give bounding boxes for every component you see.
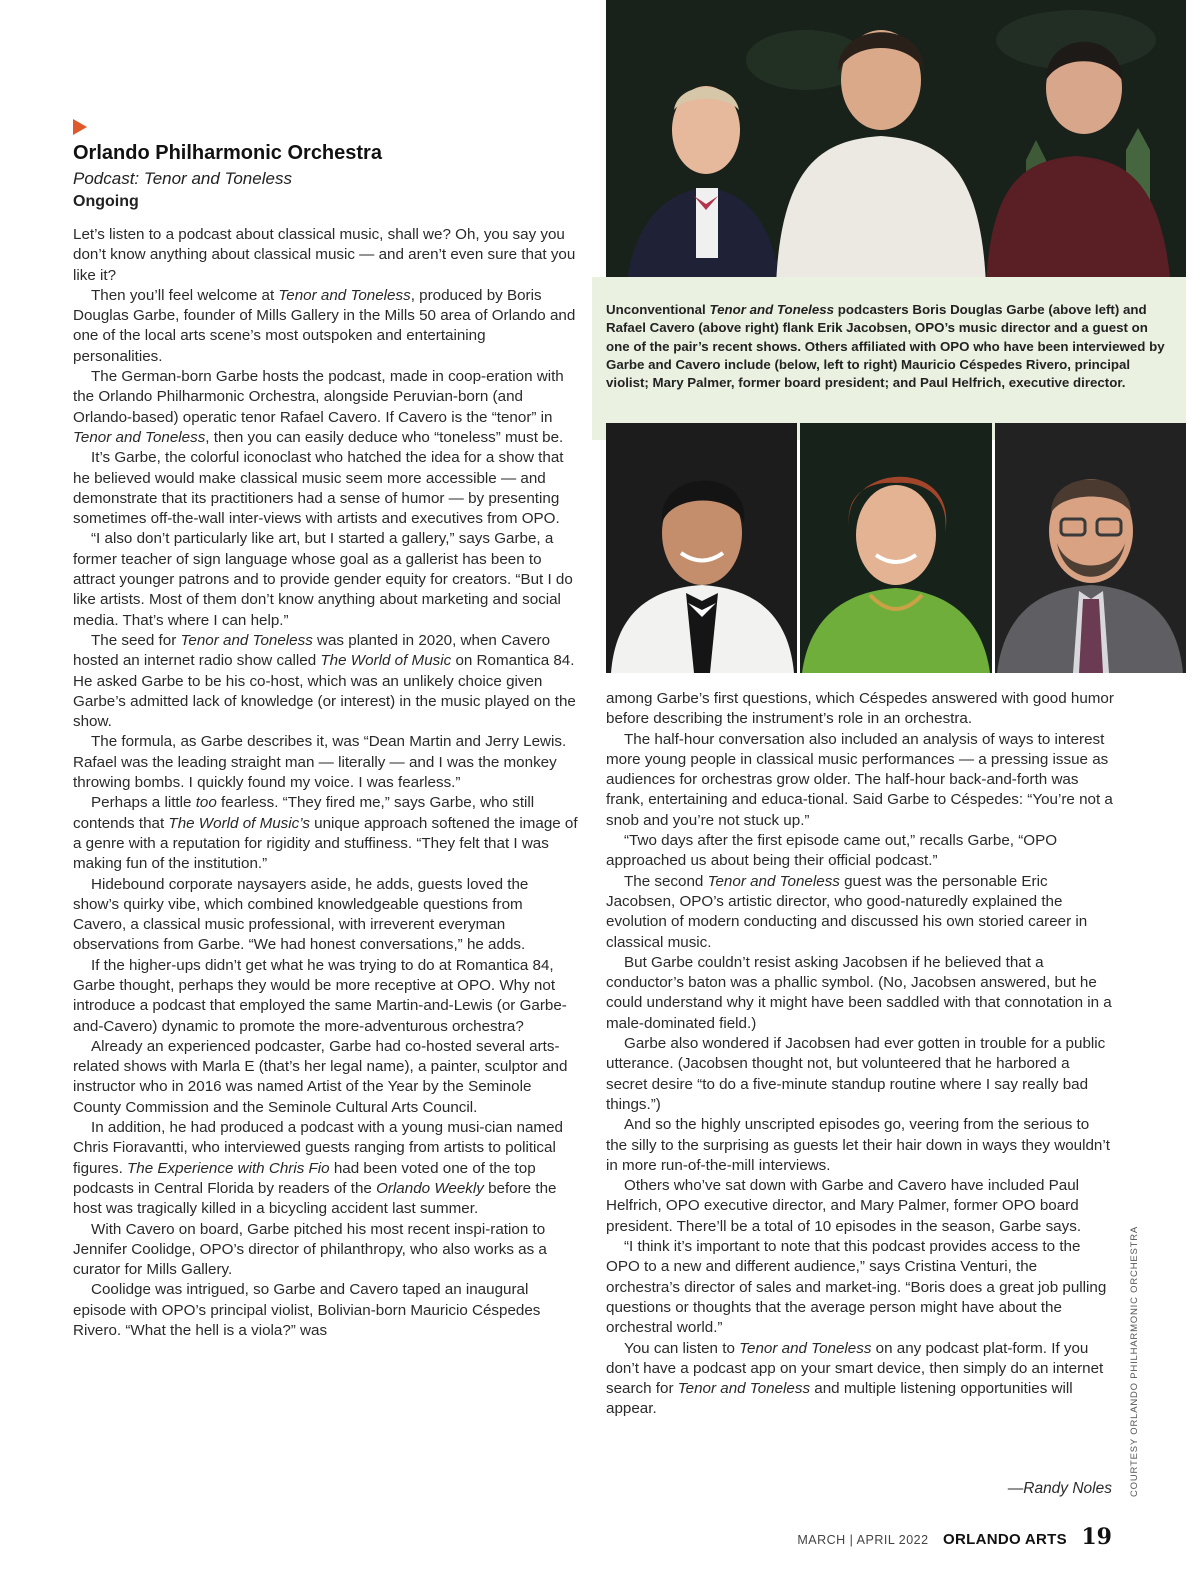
italic-title-text: The World of Music	[320, 652, 452, 670]
footer-issue-date: MARCH | APRIL 2022	[797, 1533, 929, 1547]
article-paragraph	[73, 225, 578, 286]
paragraph-text: before the host was tragically killed in a bicycling accident last summer.	[73, 1179, 557, 1218]
paragraph-text: , produced by Boris Douglas Garbe, founder of Mills Gallery in the Mills 50 area of Orlando and one of the local arts scene’s most outspoken and entertaining personalities.	[73, 286, 576, 365]
article-paragraph	[73, 1118, 578, 1219]
group-photo-illustration	[606, 0, 1186, 286]
paragraph-text: Hidebound corporate naysayers aside, he adds, guests loved the show’s quirky vibe, which combined knowledgeable questions from Cavero, a classical music professional, with irreverent everyman observations from Garbe. “We had honest conversations,” he adds.	[73, 875, 529, 954]
paragraph-text: “I think it’s important to note that this podcast provides access to the OPO to a new and different audience,” says Cristina Venturi, the orchestra’s director of sales and market-ing. “Boris does a great job pulling questions or thoughts that the average person might have about the orchestral world.”	[606, 1238, 1107, 1337]
article-paragraph	[606, 872, 1114, 953]
article-title: Orlando Philharmonic Orchestra	[73, 142, 382, 164]
paragraph-text: on any podcast plat-form. If you don’t have a podcast app on your smart device, then simply do an internet search for	[606, 1339, 1104, 1398]
article-paragraph	[606, 730, 1114, 831]
italic-title-text: Orlando Weekly	[376, 1179, 484, 1197]
article-paragraph	[73, 448, 578, 529]
italic-title-text: The Experience with Chris Fio	[127, 1159, 330, 1177]
paragraph-text: fearless. “They fired me,” says Garbe, who still contends that	[73, 794, 535, 832]
caption-text-italic: Tenor and Toneless	[709, 302, 835, 317]
paragraph-text: It’s Garbe, the colorful iconoclast who hatched the idea for a show that he believed would make classical music seem more accessible — and demonstrate that its practitioners had a sense of humor — by presenting sometimes off-the-wall inter-views with artists and executives from OPO.	[73, 449, 564, 528]
article-schedule: Ongoing	[73, 193, 139, 210]
article-paragraph	[606, 1339, 1114, 1420]
article-paragraph	[73, 732, 578, 793]
paragraph-text: Perhaps a little	[91, 794, 196, 812]
paragraph-text: With Cavero on board, Garbe pitched his most recent inspi-ration to Jennifer Coolidge, OPO’s director of philanthropy, who also works as a curator for Mills Gallery.	[73, 1220, 547, 1279]
paragraph-text: “I also don’t particularly like art, but I started a gallery,” says Garbe, a former teacher of sign language whose goal as a gallerist has been to attract younger patrons and to provide gender equity for creators. “But I do like artists. Most of them don’t know anything about marketing and social media. That’s where I can help.”	[73, 530, 573, 629]
paragraph-text: The half-hour conversation also included an analysis of ways to interest more young people in classical music performances — a pressing issue as audiences for orchestras grow older. The half-hour back-and-forth was frank, entertaining and educa-tional. Said Garbe to Céspedes: “You’re not a snob and you’re not stuck up.”	[606, 730, 1113, 829]
footer-page-number: 19	[1081, 1524, 1112, 1550]
portrait-2-illustration	[800, 423, 992, 673]
paragraph-text: unique approach softened the image of a genre with a reputation for rigidity and stuffiness. “They felt that I was making fun of the institution.”	[73, 814, 578, 873]
italic-title-text: Tenor and Toneless	[707, 872, 840, 890]
paragraph-text: Garbe also wondered if Jacobsen had ever gotten in trouble for a public utterance. (Jacobsen thought not, but volunteered that he harbored a secret desire “to do a five-minute standup routine where I say really bad things.”)	[606, 1035, 1106, 1113]
article-paragraph	[606, 1115, 1114, 1176]
paragraph-text: among Garbe’s first questions, which Céspedes answered with good humor before describing the instrument’s role in an orchestra.	[606, 690, 1114, 728]
paragraph-text: Coolidge was intrigued, so Garbe and Cavero taped an inaugural episode with OPO’s principal violist, Bolivian-born Mauricio Céspedes Rivero. “What the hell is a viola?” was	[73, 1281, 541, 1340]
italic-title-text: The World of Music’s	[168, 814, 310, 832]
paragraph-text: You can listen to	[624, 1339, 740, 1357]
paragraph-text: , then you can easily deduce who “toneless” must be.	[205, 428, 564, 446]
article-paragraph	[73, 1037, 578, 1118]
portrait-paul-helfrich	[995, 423, 1186, 673]
paragraph-text: In addition, he had produced a podcast with a young musi-cian named Chris Fioravantti, who interviewed guests ranging from artists to political figures.	[73, 1119, 563, 1177]
article-paragraph	[606, 953, 1114, 1034]
article-paragraph	[73, 1220, 578, 1281]
article-paragraph	[73, 956, 578, 1037]
footer-magazine-name: ORLANDO ARTS	[943, 1531, 1067, 1548]
article-subtitle: Podcast: Tenor and Toneless	[73, 169, 292, 188]
article-paragraph	[73, 286, 578, 367]
paragraph-text: And so the highly unscripted episodes go, veering from the serious to the silly to the surprising as guests let their hair down in ways they wouldn’t in more run-of-the-mill interviews.	[606, 1116, 1110, 1174]
section-marker-icon	[73, 119, 87, 135]
caption-text-2: podcasters Boris Douglas Garbe (above left) and Rafael Cavero (above right) flank Erik Jacobsen, OPO’s music director and a guest on one of the pair’s recent shows. Others affiliated with OPO who have been interviewed by Garbe and Cavero include (below, left to right) Mauricio Céspedes Rivero, principal violist; Mary Palmer, former board president; and Paul Helfrich, executive director.	[606, 302, 1165, 391]
article-paragraph	[73, 367, 578, 448]
paragraph-text: If the higher-ups didn’t get what he was trying to do at Romantica 84, Garbe thought, perhaps they would be more receptive at OPO. Why not introduce a podcast that employed the same Martin-and-Lewis (or Garbe-and-Cavero) dynamic to promote the more-adventurous orchestra?	[73, 956, 567, 1035]
article-paragraph	[73, 631, 578, 732]
paragraph-text: The second	[624, 872, 708, 890]
paragraph-text: The German-born Garbe hosts the podcast, made in coop-eration with the Orlando Philharmonic Orchestra, alongside Peruvian-born (and Orlando-based) operatic tenor Rafael Cavero. If Cavero is the “tenor” in	[73, 368, 564, 426]
article-paragraph	[606, 689, 1114, 730]
paragraph-text: guest was the personable Eric Jacobsen, OPO’s artistic director, who good-naturedly explained the evolution of modern conducting and discussed his own storied career in classical music.	[606, 872, 1088, 951]
paragraph-text: on Romantica 84. He asked Garbe to be his co-host, which was an unlikely choice given Garbe’s admitted lack of knowledge (or interest) in the music played on the show.	[73, 652, 576, 731]
paragraph-text: had been voted one of the top podcasts in Central Florida by readers of the	[73, 1159, 536, 1197]
paragraph-text: The formula, as Garbe describes it, was “Dean Martin and Jerry Lewis. Rafael was the leading straight man — literally — and I was the monkey throwing bombs. I quickly found my voice. I was fearless.”	[73, 733, 567, 792]
italic-title-text: Tenor and Toneless	[73, 428, 206, 446]
portrait-1-illustration	[606, 423, 797, 673]
paragraph-text: Already an experienced podcaster, Garbe had co-hosted several arts-related shows with Marla E (that’s her legal name), a painter, sculptor and instructor who in 2016 was named Artist of the Year by the Seminole County Commission and the Seminole Cultural Arts Council.	[73, 1037, 568, 1116]
article-paragraph	[606, 1237, 1114, 1338]
paragraph-text: Then you’ll feel welcome at	[91, 286, 279, 304]
italic-title-text: too	[195, 794, 217, 812]
paragraph-text: Let’s listen to a podcast about classical music, shall we? Oh, you say you don’t know anything about classical music — and aren’t even sure that you like it?	[73, 226, 576, 284]
paragraph-text: and multiple listening opportunities will appear.	[606, 1380, 1073, 1418]
italic-title-text: Tenor and Toneless	[278, 286, 411, 304]
group-photo-podcasters	[606, 0, 1186, 286]
italic-title-text: Tenor and Toneless	[180, 631, 313, 649]
article-paragraph	[606, 1176, 1114, 1237]
portrait-mauricio-cespedes-rivero	[606, 423, 797, 673]
article-right-column	[606, 689, 1114, 1420]
paragraph-text: Others who’ve sat down with Garbe and Cavero have included Paul Helfrich, OPO executive director, and Mary Palmer, former OPO board president. There’ll be a total of 10 episodes in the season, Garbe says.	[606, 1177, 1082, 1235]
caption-text-1: Unconventional	[606, 302, 710, 317]
paragraph-text: But Garbe couldn’t resist asking Jacobsen if he believed that a conductor’s baton was a phallic symbol. (No, Jacobsen answered, but he could understand why it might have been saddled with that connotation in a male-dominated field.)	[606, 953, 1112, 1032]
paragraph-text: was planted in 2020, when Cavero hosted an internet radio show called	[73, 631, 551, 670]
italic-title-text: Tenor and Toneless	[739, 1339, 872, 1357]
article-paragraph	[73, 529, 578, 630]
portrait-mary-palmer	[800, 423, 992, 673]
article-paragraph	[73, 875, 578, 956]
article-paragraph	[73, 1280, 578, 1341]
photo-caption	[606, 301, 1166, 392]
italic-title-text: Tenor and Toneless	[677, 1380, 811, 1398]
page-footer	[797, 1524, 1112, 1550]
paragraph-text: The seed for	[91, 631, 181, 649]
article-byline: —Randy Noles	[1007, 1480, 1112, 1497]
paragraph-text: “Two days after the first episode came out,” recalls Garbe, “OPO approached us about being their official podcast.”	[606, 832, 1058, 870]
portrait-3-illustration	[995, 423, 1186, 673]
article-paragraph	[606, 831, 1114, 872]
article-paragraph	[73, 793, 578, 874]
article-left-column	[73, 225, 578, 1341]
article-paragraph	[606, 1034, 1114, 1115]
photo-credit: COURTESY ORLANDO PHILHARMONIC ORCHESTRA	[1129, 1225, 1140, 1497]
